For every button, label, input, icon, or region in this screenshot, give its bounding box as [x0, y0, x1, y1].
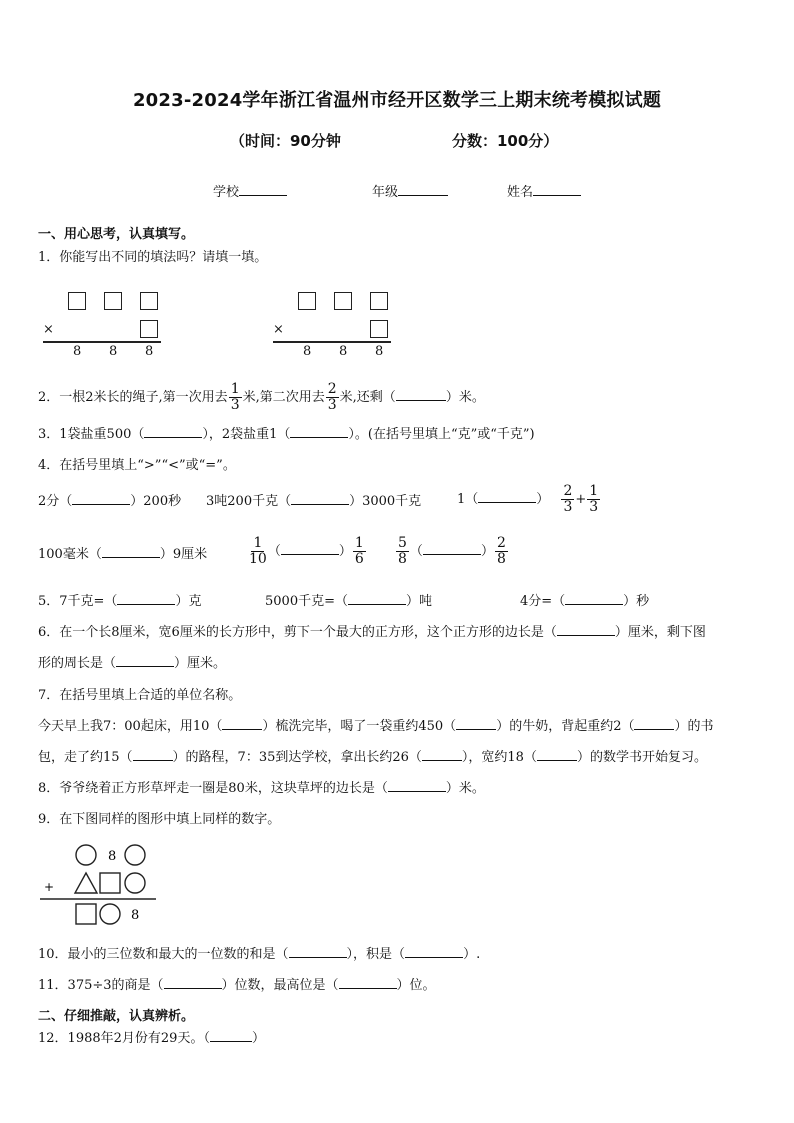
- answer-blank[interactable]: [634, 718, 674, 730]
- digit-box[interactable]: [298, 292, 316, 310]
- grade-field[interactable]: [372, 181, 448, 200]
- q4-item-e: $\frac{1}{10}$ （ ） $\frac{1}{6}$: [249, 535, 364, 567]
- grade-label: 年级: [372, 185, 399, 200]
- answer-blank[interactable]: [478, 491, 536, 503]
- answer-blank[interactable]: [117, 593, 175, 605]
- answer-blank[interactable]: [102, 546, 160, 558]
- question-10: 10．最小的三位数和最大的一位数的和是（ ），积是（ ）.: [38, 947, 481, 962]
- fraction: $\frac{5}{8}$: [398, 535, 407, 567]
- answer-blank[interactable]: [164, 977, 222, 989]
- answer-blank[interactable]: [291, 493, 349, 505]
- q5-item-b: 5000千克=（ ）吨: [265, 594, 432, 609]
- answer-blank[interactable]: [133, 749, 173, 761]
- question-3: 3．1袋盐重500（ ），2袋盐重1（ ）。(在括号里填上“克”或“千克”): [38, 427, 535, 442]
- q4-item-a: 2分（ ）200秒: [38, 494, 182, 509]
- q4-item-d: 100毫米（ ）9厘米: [38, 547, 208, 562]
- page-title: 2023-2024学年浙江省温州市经开区数学三上期末统考模拟试题: [132, 90, 662, 111]
- digit-box[interactable]: [68, 292, 86, 310]
- q9-addition-figure: [38, 838, 168, 930]
- underline-rule: [43, 341, 161, 343]
- fraction: $\frac{2}{3}$: [327, 381, 337, 413]
- underline-rule: [273, 341, 391, 343]
- square-shape[interactable]: [76, 904, 96, 924]
- question-8: 8．爷爷绕着正方形草坪走一圈是80米，这块草坪的边长是（ ）米。: [38, 781, 485, 796]
- circle-shape[interactable]: [125, 873, 145, 893]
- product-digit: 8: [303, 344, 312, 359]
- name-label: 姓名: [507, 185, 534, 200]
- question-6-line-2: 形的周长是（ ）厘米。: [38, 656, 227, 671]
- fraction: $\frac{2}{8}$: [496, 535, 506, 567]
- school-label: 学校: [213, 185, 240, 200]
- question-7-line-2: 包，走了约15（ ）的路程，7：35到达学校，拿出长约26（ ），宽约18（ ）的数学书开始复习。: [38, 750, 707, 765]
- digit-box[interactable]: [334, 292, 352, 310]
- times-sign: ×: [273, 322, 284, 337]
- answer-blank[interactable]: [537, 749, 577, 761]
- q5-item-c: 4分=（ ）秒: [520, 594, 650, 609]
- answer-blank[interactable]: [557, 624, 615, 636]
- q4-item-b: 3吨200千克（ ）3000千克: [206, 494, 422, 509]
- question-11: 11．375÷3的商是（ ）位数，最高位是（ ）位。: [38, 978, 436, 993]
- digit-box[interactable]: [140, 320, 158, 338]
- answer-blank[interactable]: [222, 718, 262, 730]
- exam-score: 分数：100分）: [452, 132, 559, 150]
- name-blank[interactable]: [533, 184, 581, 196]
- q4-item-c: 1（ ） $\frac{2}{3}$ + $\frac{1}{3}$: [457, 483, 599, 515]
- answer-blank[interactable]: [388, 780, 446, 792]
- answer-blank[interactable]: [281, 543, 339, 555]
- answer-blank[interactable]: [348, 593, 406, 605]
- digit-box[interactable]: [370, 292, 388, 310]
- fraction: $\frac{1}{6}$: [354, 535, 364, 567]
- product-digit: 8: [73, 344, 82, 359]
- plus-sign: +: [44, 880, 55, 894]
- answer-blank[interactable]: [405, 946, 463, 958]
- circle-shape[interactable]: [76, 845, 96, 865]
- times-sign: ×: [43, 322, 54, 337]
- answer-blank[interactable]: [290, 426, 348, 438]
- question-7-line-1: 今天早上我7：00起床，用10（ ）梳洗完毕，喝了一袋重约450（ ）的牛奶，背起重约2（ ）的书: [38, 719, 714, 734]
- answer-blank[interactable]: [116, 655, 174, 667]
- answer-blank[interactable]: [339, 977, 397, 989]
- digit-box[interactable]: [140, 292, 158, 310]
- school-blank[interactable]: [239, 184, 287, 196]
- triangle-shape[interactable]: [75, 873, 97, 893]
- answer-blank[interactable]: [210, 1030, 252, 1042]
- question-2: 2．一根2米长的绳子,第一次用去 $\frac{1}{3}$ 米,第二次用去 $\frac{2}{3}$ 米,还剩（ ）米。: [38, 381, 485, 413]
- answer-blank[interactable]: [565, 593, 623, 605]
- section-1-title: 一、用心思考，认真填写。: [38, 227, 195, 242]
- section-2-title: 二、仔细推敲，认真辨析。: [38, 1009, 195, 1024]
- question-9: 9．在下图同样的图形中填上同样的数字。: [38, 812, 281, 827]
- answer-blank[interactable]: [396, 389, 446, 401]
- answer-blank[interactable]: [423, 543, 481, 555]
- q4-item-g: $\frac{5}{8}$ （ ） $\frac{2}{8}$: [398, 535, 506, 567]
- fraction: $\frac{2}{3}$: [563, 483, 573, 515]
- name-field[interactable]: [507, 181, 581, 200]
- q5-item-a: 5．7千克=（ ）克: [38, 594, 202, 609]
- circle-shape[interactable]: [100, 904, 120, 924]
- fraction: $\frac{1}{10}$: [249, 535, 267, 567]
- answer-blank[interactable]: [289, 946, 347, 958]
- question-4: 4．在括号里填上“>”“<”或“=”。: [38, 458, 236, 473]
- fraction: $\frac{1}{3}$: [230, 381, 240, 413]
- exam-time: （时间：90分钟: [230, 132, 341, 150]
- digit-8: 8: [131, 908, 140, 923]
- fraction: $\frac{1}{3}$: [589, 483, 599, 515]
- question-7: 7．在括号里填上合适的单位名称。: [38, 688, 242, 703]
- digit-8: 8: [108, 849, 117, 864]
- question-12: 12．1988年2月份有29天。（ ）: [38, 1031, 265, 1046]
- circle-shape[interactable]: [125, 845, 145, 865]
- school-field[interactable]: [213, 181, 287, 200]
- answer-blank[interactable]: [144, 426, 202, 438]
- question-6-line-1: 6．在一个长8厘米，宽6厘米的长方形中，剪下一个最大的正方形，这个正方形的边长是（ ）厘米，剩下图: [38, 625, 706, 640]
- question-1: 1．你能写出不同的填法吗？请填一填。: [38, 250, 268, 265]
- product-digit: 8: [145, 344, 154, 359]
- square-shape[interactable]: [100, 873, 120, 893]
- product-digit: 8: [375, 344, 384, 359]
- answer-blank[interactable]: [72, 493, 130, 505]
- digit-box[interactable]: [104, 292, 122, 310]
- product-digit: 8: [109, 344, 118, 359]
- grade-blank[interactable]: [398, 184, 448, 196]
- digit-box[interactable]: [370, 320, 388, 338]
- answer-blank[interactable]: [456, 718, 496, 730]
- product-digit: 8: [339, 344, 348, 359]
- answer-blank[interactable]: [422, 749, 462, 761]
